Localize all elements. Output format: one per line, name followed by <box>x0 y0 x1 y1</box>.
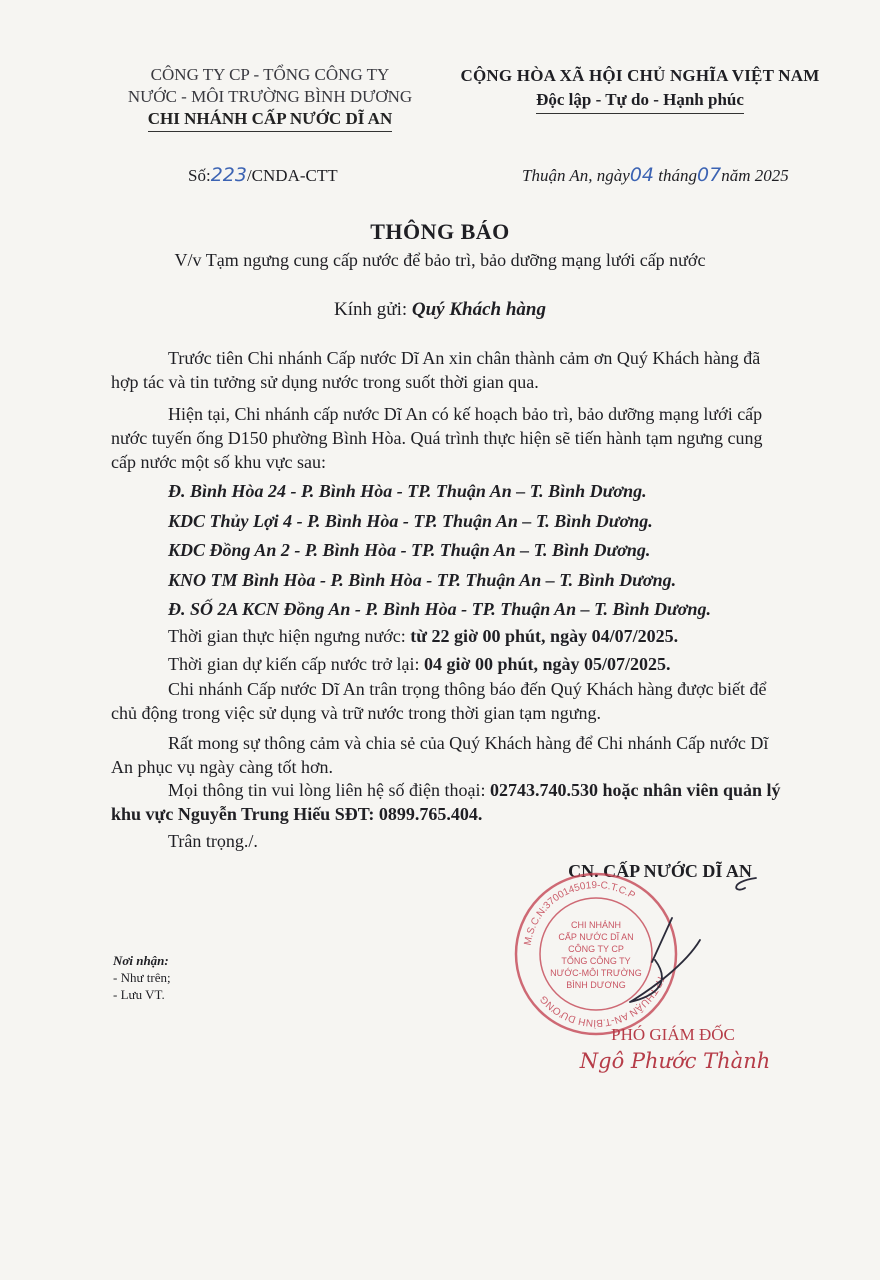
location-item: KNO TM Bình Hòa - P. Bình Hòa - TP. Thuận An – T. Bình Dương. <box>168 569 677 590</box>
nation-line-1: CỘNG HÒA XÃ HỘI CHỦ NGHĨA VIỆT NAM <box>460 66 820 85</box>
schedule <box>168 622 848 678</box>
org-line-1: CÔNG TY CP - TỔNG CÔNG TY <box>150 65 390 84</box>
document-date <box>522 164 789 186</box>
greeting <box>0 299 880 321</box>
p4-line-2: An phục vụ ngày càng tốt hơn. <box>111 757 333 777</box>
paragraph-notice-cont <box>111 701 824 725</box>
recipients <box>113 952 171 1003</box>
contact-label: Mọi thông tin vui lòng liên hệ số điện thoại: <box>168 780 490 800</box>
signer-name: Ngô Phước Thành <box>579 1049 771 1073</box>
location-item: KDC Thủy Lợi 4 - P. Bình Hòa - TP. Thuận An – T. Bình Dương. <box>168 510 653 531</box>
p3-line-1: Chi nhánh Cấp nước Dĩ An trân trọng thông báo đến Quý Khách hàng được biết để <box>168 679 767 699</box>
contact-line-2: khu vực Nguyễn Trung Hiếu SĐT: 0899.765.404. <box>111 804 483 824</box>
location-item: Đ. SỐ 2A KCN Đồng An - P. Bình Hòa - TP. Thuận An – T. Bình Dương. <box>168 599 711 619</box>
paragraph-contact-cont <box>111 802 824 826</box>
national-header <box>440 64 840 114</box>
paragraph-plan-cont <box>111 426 831 474</box>
p2-line-1: Hiện tại, Chi nhánh cấp nước Dĩ An có kế hoạch bảo trì, bảo dưỡng mạng lưới cấp <box>168 404 763 424</box>
resume-value: 04 giờ 00 phút, ngày 05/07/2025. <box>424 654 671 674</box>
seal-line: CẤP NƯỚC DĨ AN <box>558 932 634 942</box>
greeting-recipient: Quý Khách hàng <box>411 299 546 320</box>
signature-stroke <box>560 870 790 1010</box>
org-line-3: CHI NHÁNH CẤP NƯỚC DĨ AN <box>148 108 392 132</box>
signature-unit: CN. CẤP NƯỚC DĨ AN <box>568 861 752 881</box>
location-list <box>168 477 848 625</box>
recipient-item: - Như trên; <box>113 970 171 985</box>
contact-line-1 <box>168 778 824 802</box>
seal-line: NƯỚC-MÔI TRƯỜNG <box>550 968 642 978</box>
ref-number: 223 <box>210 164 247 186</box>
stop-value: từ 22 giờ 00 phút, ngày 04/07/2025. <box>410 626 679 646</box>
seal-ring-bottom: TP.THUẬN AN-T.BÌNH DƯƠNG <box>538 973 667 1029</box>
stop-time <box>168 622 848 650</box>
date-month-label: tháng <box>658 166 697 185</box>
p2-line-2: nước tuyến ống D150 phường Bình Hòa. Quá trình thực hiện sẽ tiến hành tạm ngưng cung <box>111 428 763 448</box>
closing: Trân trọng./. <box>168 831 258 851</box>
paragraph-contact <box>168 778 824 802</box>
greeting-label: Kính gửi: <box>334 299 408 320</box>
date-place: Thuận An, ngày <box>522 166 630 185</box>
signer-position: PHÓ GIÁM ĐỐC <box>611 1025 735 1044</box>
document-number <box>188 164 338 186</box>
recipients-label: Nơi nhận: <box>113 953 169 968</box>
paragraph-thanks <box>168 346 824 370</box>
document-title: THÔNG BÁO <box>370 219 510 244</box>
org-line-2: NƯỚC - MÔI TRƯỜNG BÌNH DƯƠNG <box>127 87 413 106</box>
p2-line-3: cấp nước một số khu vực sau: <box>111 452 326 472</box>
p1-line-2: hợp tác và tin tưởng sử dụng nước trong suốt thời gian qua. <box>111 372 539 392</box>
nation-motto: Độc lập - Tự do - Hạnh phúc <box>536 88 744 114</box>
resume-label: Thời gian dự kiến cấp nước trở lại: <box>168 654 424 674</box>
location-item: Đ. Bình Hòa 24 - P. Bình Hòa - TP. Thuận An – T. Bình Dương. <box>168 481 647 501</box>
seal-ring-text: M.S.C.N:3700145019-C.T.C.P <box>522 879 637 947</box>
ref-suffix: /CNDA-CTT <box>246 166 338 185</box>
p1-continuation <box>111 370 824 394</box>
stop-label: Thời gian thực hiện ngưng nước: <box>168 626 411 646</box>
document-subject: V/v Tạm ngưng cung cấp nước để bảo trì, bảo dưỡng mạng lưới cấp nước <box>174 250 706 270</box>
organization-header <box>105 64 435 132</box>
p4-line-1: Rất mong sự thông cảm và chia sẻ của Quý Khách hàng để Chi nhánh Cấp nước Dĩ <box>168 733 769 753</box>
p1-line-1: Trước tiên Chi nhánh Cấp nước Dĩ An xin chân thành cảm ơn Quý Khách hàng đã <box>168 348 761 368</box>
seal-line: CÔNG TY CP <box>568 944 624 954</box>
seal-line: TỔNG CÔNG TY <box>561 956 631 966</box>
paragraph-plan <box>168 402 824 426</box>
date-month: 07 <box>697 164 722 186</box>
date-day: 04 <box>629 164 655 186</box>
location-item: KDC Đồng An 2 - P. Bình Hòa - TP. Thuận An – T. Bình Dương. <box>168 540 651 560</box>
seal-line: BÌNH DƯƠNG <box>566 980 626 990</box>
seal-line: CHI NHÁNH <box>570 920 622 930</box>
contact-phone: 02743.740.530 hoặc nhân viên quản lý <box>489 780 781 800</box>
resume-time <box>168 650 848 678</box>
recipient-item: - Lưu VT. <box>113 987 165 1002</box>
paragraph-thanks-2-cont <box>111 755 824 779</box>
paragraph-notice <box>168 677 824 701</box>
date-year: năm 2025 <box>721 166 789 185</box>
paragraph-thanks-2 <box>168 731 824 755</box>
p3-line-2: chủ động trong việc sử dụng và trữ nước trong thời gian tạm ngưng. <box>111 703 601 723</box>
ref-prefix: Số: <box>188 166 211 185</box>
